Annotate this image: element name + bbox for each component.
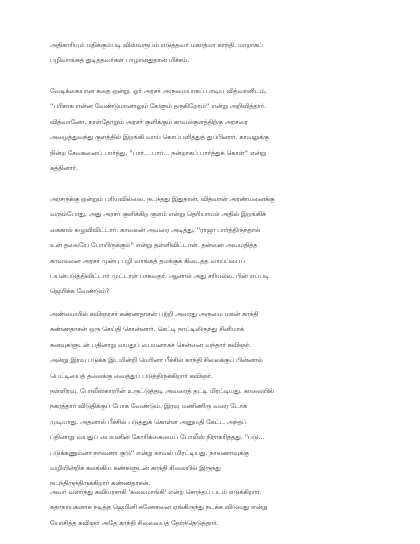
text-line: அரசருக்கு ஒன்றும் புரியவில்லை. நடந்தது இதுதான். வித்வான் அரண்மனைக்கு: [50, 196, 275, 203]
text-line: அவர் வளர்ந்து கவியரசாகி 'கலைமாங்கி' என்ற சொந்தப் படம் எடுக்கிறார்.: [50, 489, 262, 496]
text-line: வித்வானோ, நாள்தோறும் அரசர் குளிக்கும் காவல்குளத்திற்கு அரசரை: [50, 118, 248, 126]
text-line: பதினாறு வயதுப் பையனின் கோரிக்கையைப் போலீஸ் நிராகரித்தது. ''படு...: [50, 434, 265, 442]
text-line: பழிவாங்கத் துடித்தவர்கள் பாழானதுதான் மிச்சம்.: [50, 57, 190, 65]
text-line: உன் தலையே போயிருக்கும்'' என்று தள்ளிவிட்டான். தன்னை அவமதித்த: [50, 242, 258, 250]
text-line: ''பரிசாக என்ன வேண்டுமானாலும் கேளும் தருகிறோம்'' என்று அறிவித்தார்.: [50, 103, 267, 111]
text-line: கதாநாயகனாக நடித்த ஜெமினி கணேசனை ஏங்கிருந்து நடக்க விடுவது என்று: [50, 504, 268, 512]
text-line: நள்ளிரவு. போலீஸ்காரரின் உருட்டுத்தடி அவரைத் தட்டி மிரட்டியது. காலையில்: [50, 388, 275, 395]
text-line: படுக்கணும்னா நாலணா குடு'' என்று காவல் மிரட்டியது. நாலணாவுக்கு: [50, 449, 249, 457]
text-line: ஜெயிக்க வேண்டும்?: [50, 288, 110, 296]
text-line: கத்தினார்.: [50, 165, 78, 173]
text-line: அன்று இரவு படுக்க இடமின்றி மெரினா பீச்சில் காந்தி சிலைக்குப் பின்னால்: [50, 357, 263, 365]
text-line: கனவுகளுடன் பதினாறு வயதுப் பையனாகச் சென்னை வந்தார் கவிஞர்.: [50, 341, 252, 349]
text-line: வழியின்றிக் கலங்கிய கண்களுடன் காந்தி சிலையில் இருந்து: [50, 465, 221, 473]
text-line: கண்ணதாசன் ஒரு செய்தி சொன்னார். செட்டி நாட்டிலிருந்து சினிமாக்: [50, 326, 244, 334]
text-line: நடந்திருந்திருக்கிறார் கண்ணதாசன்.: [50, 480, 151, 488]
paragraph-5: [50, 384, 386, 492]
paragraph-2: [50, 84, 386, 176]
text-line: காவலனை அரசர் முன்பு பழி வாங்கத் தமக்குக் கிடைத்த வாய்ப்பைப்: [50, 257, 246, 265]
paragraph-1: [50, 38, 386, 69]
text-line: நின்ற சேவகனைப் பார்த்து, ''பார்... பார்... நன்றாகப் பார்த்துக் கொள்'' என்று: [50, 149, 267, 157]
text-line: அதிகாரியும் மதிக்கும்படி விஸ்வரூபம் எடுத்தவர் மகாத்மா காந்தி. மாறாகப்: [50, 42, 263, 49]
text-line: வரும்போது, அது அரசர் குளிக்கிற குளம் என்று தெரியாமல் அதில் இறங்கிக்: [50, 211, 266, 219]
text-line: நகரத்தார் விடுதிக்குப் போக வேண்டும். இரவு மணிணிரு வரை டோக: [50, 403, 248, 411]
paragraph-6: [50, 485, 386, 531]
text-line: வேடிக்கையான கதை ஒன்று. ஓர் அரசர் அருமையாகப் பாடிய வித்வானிடம்,: [50, 88, 267, 95]
text-line: அழைத்துவந்து குளத்தில் இறங்கி வாய் கொப்பளித்துத் துப்பினார். காவலுக்கு: [50, 134, 269, 142]
text-line: பயன்படுத்திவிட்டார் முட்டாள் பாகவதர். ஆனால் அது சரியல்ல. பின் எப்படி: [50, 273, 270, 281]
paragraph-4: [50, 307, 386, 384]
text-line: முடியாது. அதனால் பீச்சில் படுத்துக் கொள்ள அனுமதி கேட்ட அந்தப்: [50, 418, 247, 426]
text-line: அண்மையில் கவிஞரசர் கண்ணதாசன் பற்றி அவரது அருமை மகன் காந்தி: [50, 311, 259, 318]
text-line: யோசித்த கவிஞர் அதே காந்தி சிலையைத் தேர்ந்தெடுத்தார்.: [50, 519, 219, 527]
text-line: கைகால் கழுவிவிட்டார். காவலன் அவரை அடித்து, ''ராஜா பார்த்திருந்தால்: [50, 226, 261, 234]
paragraph-3: [50, 192, 386, 300]
text-line: பெட்டியைத் தலைக்கு வைத்துப் படுத்திருக்கிறார் கவிஞர்.: [50, 372, 213, 380]
